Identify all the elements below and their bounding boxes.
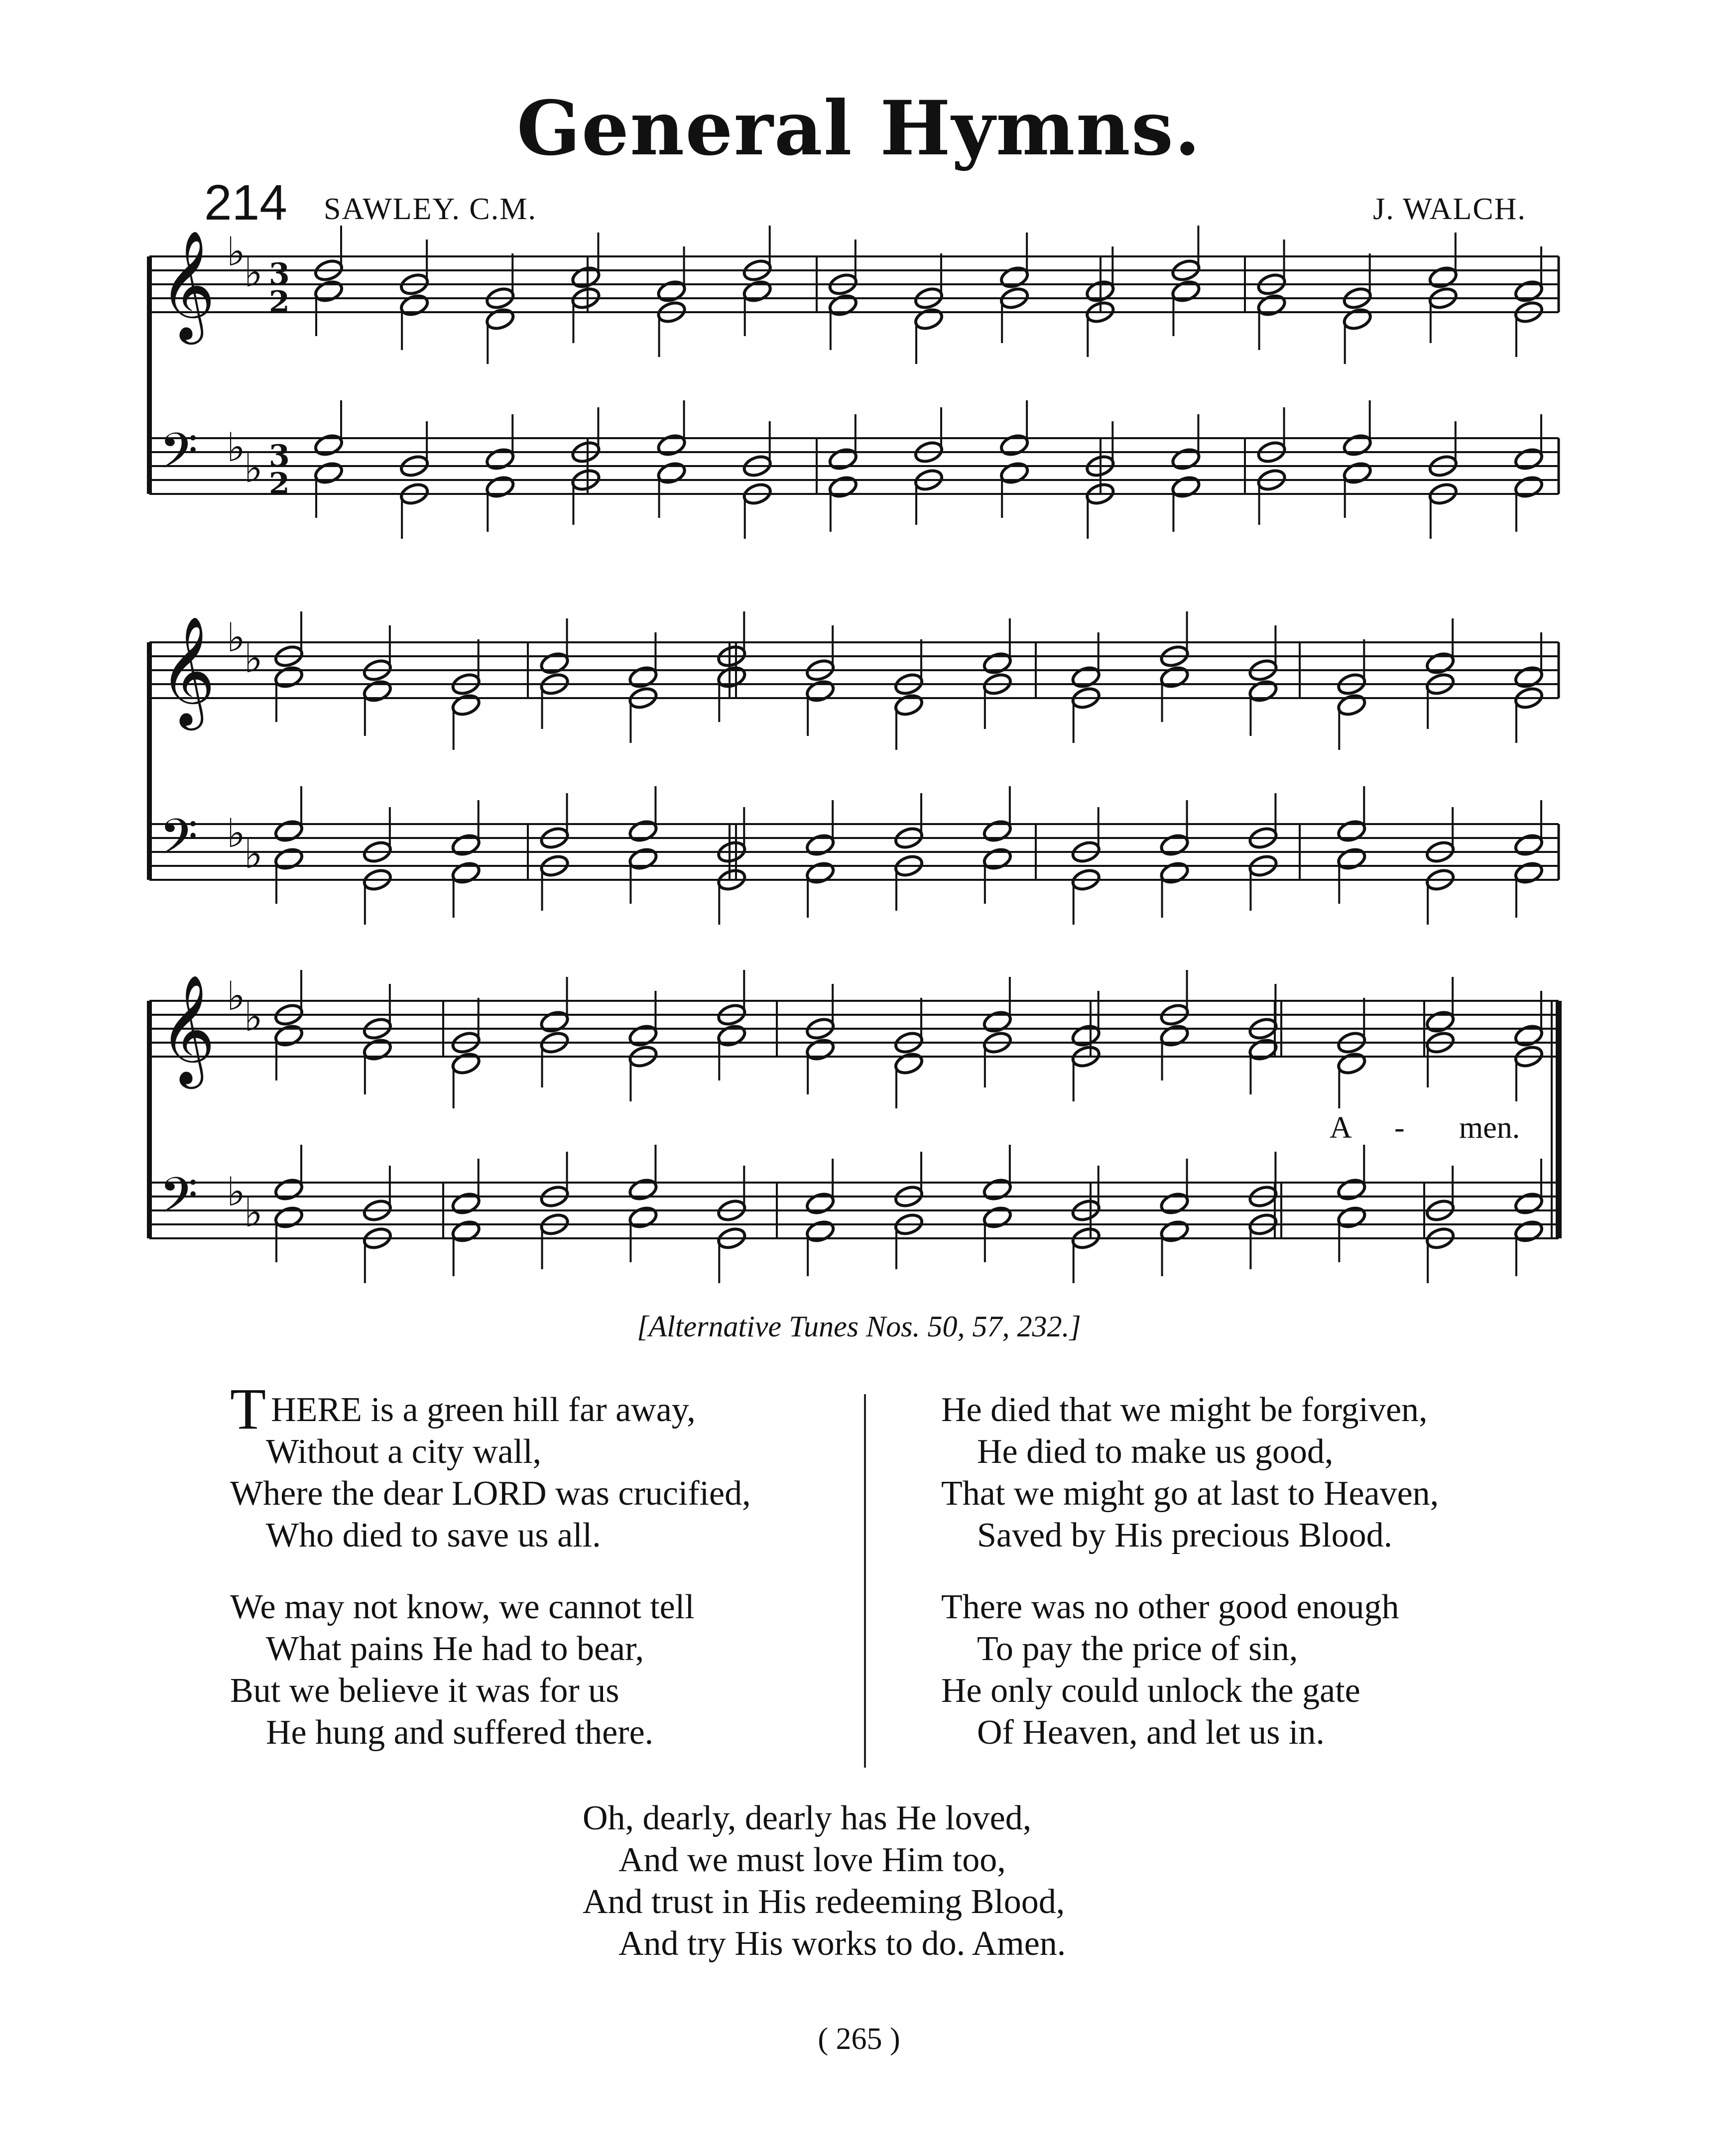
note-head bbox=[742, 279, 773, 304]
flat-icon: ♭ bbox=[227, 614, 245, 661]
verse-line: He hung and suffered there. bbox=[266, 1713, 654, 1752]
note-head bbox=[982, 846, 1013, 871]
note-head bbox=[913, 307, 944, 332]
time-signature: 2 bbox=[269, 467, 290, 501]
tune-name: SAWLEY. C.M. bbox=[324, 192, 537, 226]
note-head bbox=[627, 846, 658, 871]
stanza-2 bbox=[230, 1586, 751, 1754]
note-head bbox=[1428, 265, 1459, 290]
note-head bbox=[1336, 1177, 1367, 1202]
note-head bbox=[828, 293, 859, 318]
note-head bbox=[1071, 665, 1102, 690]
note-head bbox=[1425, 651, 1456, 676]
note-head bbox=[1170, 475, 1201, 499]
note-head bbox=[1159, 1219, 1190, 1244]
verse-line: To pay the price of sin, bbox=[977, 1630, 1298, 1668]
note-head bbox=[1513, 1023, 1544, 1048]
verse-line: And try His works to do. Amen. bbox=[618, 1924, 1066, 1963]
bass-clef-icon: 𝄢 bbox=[159, 423, 198, 492]
treble-clef-icon: 𝄞 bbox=[159, 615, 216, 725]
drop-cap: T bbox=[230, 1376, 266, 1441]
verse-line: Where the dear LORD was crucified, bbox=[230, 1474, 751, 1513]
note-head bbox=[805, 1191, 836, 1216]
note-head bbox=[893, 1051, 924, 1076]
note-head bbox=[1513, 447, 1544, 472]
note-head bbox=[893, 693, 924, 718]
column-divider bbox=[864, 1394, 866, 1768]
verse-line: There was no other good enough bbox=[941, 1588, 1399, 1626]
note-head bbox=[451, 693, 482, 718]
note-head bbox=[1513, 279, 1544, 304]
stanza-1 bbox=[230, 1376, 751, 1557]
note-head bbox=[539, 1009, 570, 1034]
bass-clef-icon: 𝄢 bbox=[159, 1167, 198, 1236]
page-title: General Hymns. bbox=[516, 85, 1202, 172]
verses-left-column bbox=[230, 1376, 751, 1784]
flat-icon: ♭ bbox=[227, 424, 245, 471]
note-head bbox=[1336, 846, 1367, 871]
note-head bbox=[1342, 307, 1373, 332]
bass-clef-icon: 𝄢 bbox=[159, 809, 198, 878]
note-head bbox=[1247, 679, 1278, 704]
note-head bbox=[627, 1205, 658, 1230]
final-stanza bbox=[583, 1797, 1066, 1965]
note-head bbox=[828, 475, 859, 499]
note-head bbox=[273, 846, 304, 871]
note-head bbox=[716, 665, 747, 690]
flat-icon: ♭ bbox=[227, 1169, 245, 1215]
note-head bbox=[805, 1219, 836, 1244]
note-head bbox=[1159, 665, 1190, 690]
note-head bbox=[1513, 833, 1544, 857]
note-head bbox=[362, 1037, 393, 1062]
note-head bbox=[313, 433, 344, 458]
note-head bbox=[273, 1177, 304, 1202]
note-head bbox=[627, 1023, 658, 1048]
note-head bbox=[999, 461, 1030, 485]
verse-line: He died that we might be forgiven, bbox=[941, 1391, 1428, 1429]
note-head bbox=[999, 433, 1030, 458]
verse-line: That we might go at last to Heaven, bbox=[941, 1474, 1439, 1513]
note-head bbox=[999, 265, 1030, 290]
note-head bbox=[805, 833, 836, 857]
note-head bbox=[1513, 1191, 1544, 1216]
note-head bbox=[1342, 433, 1373, 458]
note-head bbox=[485, 307, 515, 332]
note-head bbox=[1071, 1023, 1102, 1048]
note-head bbox=[451, 1191, 482, 1216]
verse-line: But we believe it was for us bbox=[230, 1672, 619, 1710]
note-head bbox=[362, 679, 393, 704]
note-head bbox=[1513, 665, 1544, 690]
verse-line: Of Heaven, and let us in. bbox=[977, 1713, 1325, 1752]
flat-icon: ♭ bbox=[244, 994, 263, 1040]
verse-line: Oh, dearly, dearly has He loved, bbox=[583, 1799, 1032, 1837]
note-head bbox=[313, 461, 344, 485]
note-head bbox=[451, 833, 482, 857]
note-head bbox=[982, 1177, 1013, 1202]
composer-name: J. WALCH. bbox=[1373, 192, 1526, 226]
flat-icon: ♭ bbox=[244, 249, 263, 296]
note-head bbox=[982, 819, 1013, 843]
verse-line: And trust in His redeeming Blood, bbox=[583, 1883, 1065, 1921]
verses-right-column bbox=[941, 1389, 1439, 1784]
page-number: ( 265 ) bbox=[818, 2022, 900, 2056]
note-head bbox=[485, 447, 515, 472]
note-head bbox=[1513, 860, 1544, 885]
note-head bbox=[656, 279, 687, 304]
flat-icon: ♭ bbox=[227, 973, 245, 1019]
flat-icon: ♭ bbox=[227, 810, 245, 856]
note-head bbox=[539, 651, 570, 676]
treble-clef-icon: 𝄞 bbox=[159, 974, 216, 1084]
flat-icon: ♭ bbox=[244, 635, 263, 682]
note-head bbox=[656, 433, 687, 458]
note-head bbox=[627, 665, 658, 690]
amen-men: men. bbox=[1459, 1111, 1520, 1145]
note-head bbox=[1336, 1051, 1367, 1076]
treble-clef-icon: 𝄞 bbox=[159, 230, 216, 340]
flat-icon: ♭ bbox=[244, 831, 263, 877]
note-head bbox=[451, 1219, 482, 1244]
note-head bbox=[485, 475, 515, 499]
verse-line: Saved by His precious Blood. bbox=[977, 1516, 1393, 1555]
time-signature: 2 bbox=[269, 285, 290, 320]
verse-line: Without a city wall, bbox=[266, 1433, 542, 1471]
note-head bbox=[828, 447, 859, 472]
stanza-3 bbox=[941, 1389, 1439, 1557]
verse-line: Who died to save us all. bbox=[266, 1516, 601, 1555]
note-head bbox=[716, 1023, 747, 1048]
note-head bbox=[805, 1037, 836, 1062]
note-head bbox=[627, 819, 658, 843]
note-head bbox=[1159, 1191, 1190, 1216]
stanza-4 bbox=[941, 1586, 1439, 1754]
verse-line: And we must love Him too, bbox=[618, 1841, 1006, 1879]
verse-line: We may not know, we cannot tell bbox=[230, 1588, 695, 1626]
time-signature: 3 bbox=[269, 257, 290, 292]
note-head bbox=[1247, 1037, 1278, 1062]
note-head bbox=[1336, 693, 1367, 718]
note-head bbox=[1513, 1219, 1544, 1244]
flat-icon: ♭ bbox=[244, 445, 263, 491]
flat-icon: ♭ bbox=[244, 1190, 263, 1236]
verse-line: He only could unlock the gate bbox=[941, 1672, 1360, 1710]
note-head bbox=[1159, 860, 1190, 885]
note-head bbox=[1425, 1009, 1456, 1034]
note-head bbox=[1170, 447, 1201, 472]
note-head bbox=[451, 860, 482, 885]
note-head bbox=[1336, 1205, 1367, 1230]
note-head bbox=[570, 265, 601, 290]
hymn-number: 214 bbox=[204, 175, 287, 231]
alternative-tunes: [Alternative Tunes Nos. 50, 57, 232.] bbox=[637, 1310, 1081, 1343]
note-head bbox=[399, 293, 430, 318]
note-head bbox=[273, 1205, 304, 1230]
verse-line: What pains He had to bear, bbox=[266, 1630, 644, 1668]
note-head bbox=[1336, 819, 1367, 843]
note-head bbox=[273, 1023, 304, 1048]
verse-line: He died to make us good, bbox=[977, 1433, 1334, 1471]
note-head bbox=[1342, 461, 1373, 485]
note-head bbox=[1513, 475, 1544, 499]
note-head bbox=[627, 1177, 658, 1202]
note-head bbox=[805, 679, 836, 704]
note-head bbox=[451, 1051, 482, 1076]
note-head bbox=[273, 665, 304, 690]
note-head bbox=[1256, 293, 1287, 318]
note-head bbox=[1159, 1023, 1190, 1048]
note-head bbox=[982, 1009, 1013, 1034]
amen-a: A bbox=[1330, 1111, 1352, 1145]
amen-dash: - bbox=[1394, 1111, 1405, 1145]
note-head bbox=[273, 819, 304, 843]
verse-line: THERE is a green hill far away, bbox=[230, 1376, 696, 1441]
flat-icon: ♭ bbox=[227, 229, 245, 275]
note-head bbox=[313, 279, 344, 304]
note-head bbox=[656, 461, 687, 485]
note-head bbox=[805, 860, 836, 885]
note-head bbox=[982, 1205, 1013, 1230]
time-signature: 3 bbox=[269, 439, 290, 474]
note-head bbox=[982, 651, 1013, 676]
note-head bbox=[1170, 279, 1201, 304]
note-head bbox=[1159, 833, 1190, 857]
